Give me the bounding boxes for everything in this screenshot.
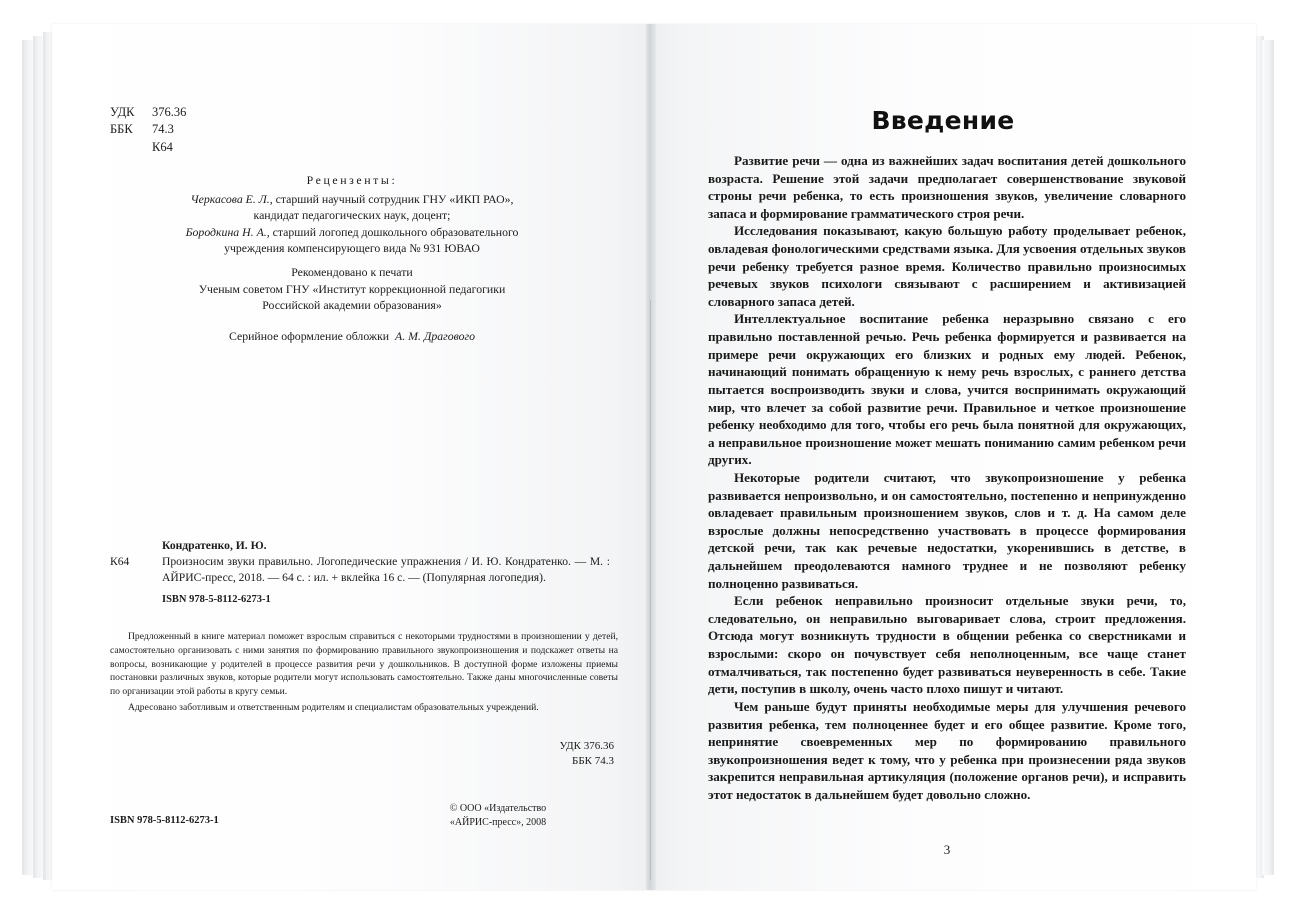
copyright-line-2: «АЙРИС-пресс», 2008 xyxy=(449,817,547,829)
book-gutter-shadow xyxy=(646,24,656,890)
reviewer-line-3 xyxy=(82,224,622,241)
classification-footer xyxy=(559,739,614,769)
udk-label: УДК xyxy=(110,105,135,119)
copyright-line-1: © ООО «Издательство xyxy=(449,803,547,814)
reviewer-role-1: старший научный сотрудник ГНУ «ИКП РАО», xyxy=(272,191,514,206)
cover-design-block xyxy=(82,329,622,345)
isbn-footer: ISBN 978-5-8112-6273-1 xyxy=(110,815,219,826)
introduction-body xyxy=(708,152,1186,804)
recommendation-line-2: Ученым советом ГНУ «Институт коррекционной педагогики xyxy=(198,281,506,296)
udk-value: 376.36 xyxy=(152,105,187,119)
intro-paragraph-5: Если ребенок неправильно произносит отдельные звуки речи, то, следовательно, он неправильно выговаривает слова, строит предложения. Отсюда могут возникнуть трудности в общении ребенка со сверстниками и взрослыми: скоро он почувствует себя неполноценным, все чаще станет отмалчиваться, так постепенно будет развиваться неуверенность в себе. Такие дети, поступив в школу, очень часто плохо пишут и читают. xyxy=(708,593,1186,697)
bbk-value: 74.3 xyxy=(152,122,174,137)
biblio-isbn: ISBN 978-5-8112-6273-1 xyxy=(162,593,271,605)
reviewer-role-2: старший логопед дошкольного образовательного xyxy=(269,224,519,239)
recommendation-line-1: Рекомендовано к печати xyxy=(291,265,413,279)
cover-design-label: Серийное оформление обложки xyxy=(228,329,390,343)
annotation-paragraph-2: Адресовано заботливым и ответственным родителям и специалистам образовательных учреждений. xyxy=(128,702,539,714)
classification-block xyxy=(110,104,186,156)
reviewer-line-4: учреждения компенсирующего вида № 931 ЮВАО xyxy=(224,241,480,256)
bbk-label: ББК xyxy=(110,122,133,137)
intro-paragraph-3: Интеллектуальное воспитание ребенка неразрывно связано с его правильно поставленной речью. Речь ребенка формируется и развивается на примере речи окружающих его близких и родных ему людей. Ребенок, начинающий понимать обращенную к нему речь взрослых, с раннего детства пытается воспроизводить звуки и слова, учится воспринимать окружающий мир, что влечет за собой развитие речи. Правильное и четкое произношение ребенку необходимо для того, чтобы его речь была понятной для окружающих, а неправильное произношение может мешать пониманию самим ребенком речи других. xyxy=(708,311,1186,468)
biblio-description-wrap xyxy=(110,554,610,586)
book-spine-seam xyxy=(650,300,651,880)
reviewers-block xyxy=(82,172,622,257)
intro-paragraph-6: Чем раньше будут приняты необходимые меры для улучшения речевого развития ребенка, тем полноценнее будет и его общее развитие. Кроме того, непринятие своевременных мер по формированию правильного звукопроизношения ведет к тому, что у ребенка при произнесении ряда звуков закрепится неправильная артикуляция (положение органов речи), и исправить этот недостаток в дальнейшем будет довольно сложно. xyxy=(708,698,1186,802)
reviewer-line-2: кандидат педагогических наук, доцент; xyxy=(253,208,451,223)
cover-designer-name: А. М. Драгового xyxy=(395,329,476,343)
author-sign-code: К64 xyxy=(152,139,173,154)
reviewers-title: Рецензенты: xyxy=(306,173,398,187)
introduction-content xyxy=(650,24,1256,890)
bbk-footer-value: ББК 74.3 xyxy=(572,755,614,768)
bbk-row xyxy=(110,121,186,138)
recommendation-line-3: Российской академии образования» xyxy=(262,298,442,313)
biblio-record xyxy=(110,538,610,607)
intro-paragraph-1: Развитие речи — одна из важнейших задач воспитания детей дошкольного возраста. Решение этой задачи предполагает совершенствование звуковой строны речи ребенка, то есть произношения звуков, увеличение словарного запаса и формирование грамматического строя речи. xyxy=(708,153,1186,221)
annotation-block xyxy=(110,630,618,715)
biblio-shelf-code: К64 xyxy=(110,555,130,569)
biblio-author: Кондратенко, И. Ю. xyxy=(162,539,267,552)
left-page-imprint xyxy=(52,24,652,890)
intro-paragraph-2: Исследования показывают, какую большую работу проделывает ребенок, овладевая фонологическими средствами языка. Для усвоения отдельных звуков речи ребенку требуется разное время. Количество правильно произносимых речевых звуков психологи связывают с расширением и активизацией словарного запаса детей. xyxy=(708,223,1186,309)
reviewer-line-1 xyxy=(82,191,622,208)
reviewer-name-1: Черкасова Е. Л., xyxy=(190,191,273,206)
recommendation-block xyxy=(82,264,622,314)
udk-footer-value: УДК 376.36 xyxy=(559,740,614,752)
copyright-block xyxy=(408,802,588,830)
page-edge-stack-right-1 xyxy=(1262,40,1274,875)
reviewer-name-2: Бородкина Н. А., xyxy=(185,224,270,239)
page-title: Введение xyxy=(871,106,1015,135)
intro-paragraph-4: Некоторые родители считают, что звукопроизношение у ребенка развивается непроизвольно, и он самостоятельно, постепенно и непринужденно овладевает правильным произношением звуков, слов и т. д. На самом деле взрослые должны непосредственно участвовать в процессе формирования детской речи, так как речевые недостатки, укоренившись в детстве, в дальнейшем преодолеваются намного труднее и не позволяют ребенку полноценно развиваться. xyxy=(708,469,1186,591)
right-page-introduction xyxy=(650,24,1256,890)
udk-row xyxy=(110,104,186,121)
annotation-paragraph-1: Предложенный в книге материал поможет взрослым справиться с некоторыми трудностями в произношении у детей, самостоятельно организовать с ними занятия по формированию правильного звукопроизношения и подскажет ответы на вопросы, возникающие у родителей в процессе развития речи у дошкольников. В доступной форме изложены приемы постановки различных звуков, которые родители могут использовать самостоятельно. Также даны многочисленные советы по организации этой работы в кругу семьи. xyxy=(110,631,618,698)
biblio-description: Произносим звуки правильно. Логопедические упражнения / И. Ю. Кондратенко. — М. : АЙРИС-пресс, 2018. — 64 с. : ил. + вклейка 16 с. — (Популярная логопедия). xyxy=(162,555,610,585)
imprint-content xyxy=(52,24,652,890)
page-number: 3 xyxy=(943,842,951,857)
